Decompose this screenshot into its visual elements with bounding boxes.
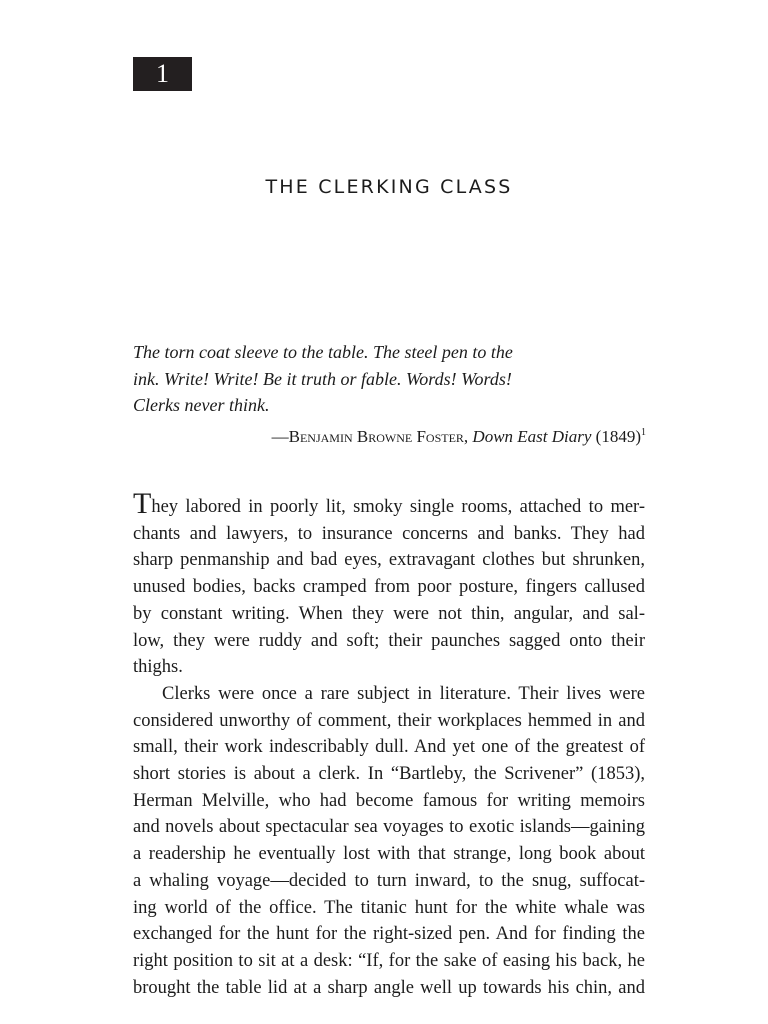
attribution-dash: — [271, 427, 289, 446]
attribution-author: Benjamin Browne Foster, [288, 427, 469, 446]
text-line: low, they were ruddy and soft; their paunches sagged onto their [133, 630, 645, 651]
text-line: right position to sit at a desk: “If, for the sake of easing his back, he [133, 950, 645, 971]
text-line: exchanged for the hunt for the right-sized pen. And for finding the [133, 924, 645, 945]
text-line: sharp penmanship and bad eyes, extravagant clothes but shrunken, [133, 550, 645, 571]
text-line: Clerks were once a rare subject in literature. Their lives were [162, 683, 645, 704]
epigraph [133, 339, 653, 419]
text-line: brought the table lid at a sharp angle well up towards his chin, and [133, 977, 645, 998]
chapter-title: THE CLERKING CLASS [265, 176, 513, 198]
drop-cap: T [133, 487, 152, 520]
text-line: chants and lawyers, to insurance concerns and banks. They had [133, 523, 645, 544]
footnote-marker[interactable]: 1 [641, 427, 646, 438]
attribution-year: (1849) [595, 427, 641, 446]
text-line: a whaling voyage—decided to turn inward, to the snug, suffocat- [133, 870, 645, 891]
text-line: and novels about spectacular sea voyages to exotic islands—gaining [133, 817, 645, 838]
text-line: small, their work indescribably dull. And yet one of the greatest of [133, 737, 645, 758]
text-line: Herman Melville, who had become famous for writing memoirs [133, 790, 645, 811]
epigraph-line: ink. Write! Write! Be it truth or fable. Words! Words! [133, 368, 512, 389]
attribution-work: Down East Diary [472, 427, 592, 446]
text-line: short stories is about a clerk. In “Bartleby, the Scrivener” (1853), [133, 764, 645, 785]
first-line-text: hey labored in poorly lit, smoky single rooms, attached to mer- [151, 497, 645, 517]
epigraph-line: Clerks never think. [133, 395, 270, 415]
chapter-number-badge: 1 [133, 57, 192, 91]
text-line: a readership he eventually lost with that strange, long book about [133, 844, 645, 865]
text-line: considered unworthy of comment, their workplaces hemmed in and [133, 710, 645, 731]
text-line: by constant writing. When they were not thin, angular, and sal- [133, 603, 645, 624]
text-line: thighs. [133, 657, 183, 678]
epigraph-line: The torn coat sleeve to the table. The steel pen to the [133, 342, 513, 362]
text-line [133, 487, 645, 521]
text-line: ing world of the office. The titanic hunt for the white whale was [133, 897, 645, 918]
text-line: unused bodies, backs cramped from poor posture, fingers callused [133, 577, 645, 598]
body-text [133, 487, 645, 1001]
epigraph-attribution [272, 421, 646, 449]
